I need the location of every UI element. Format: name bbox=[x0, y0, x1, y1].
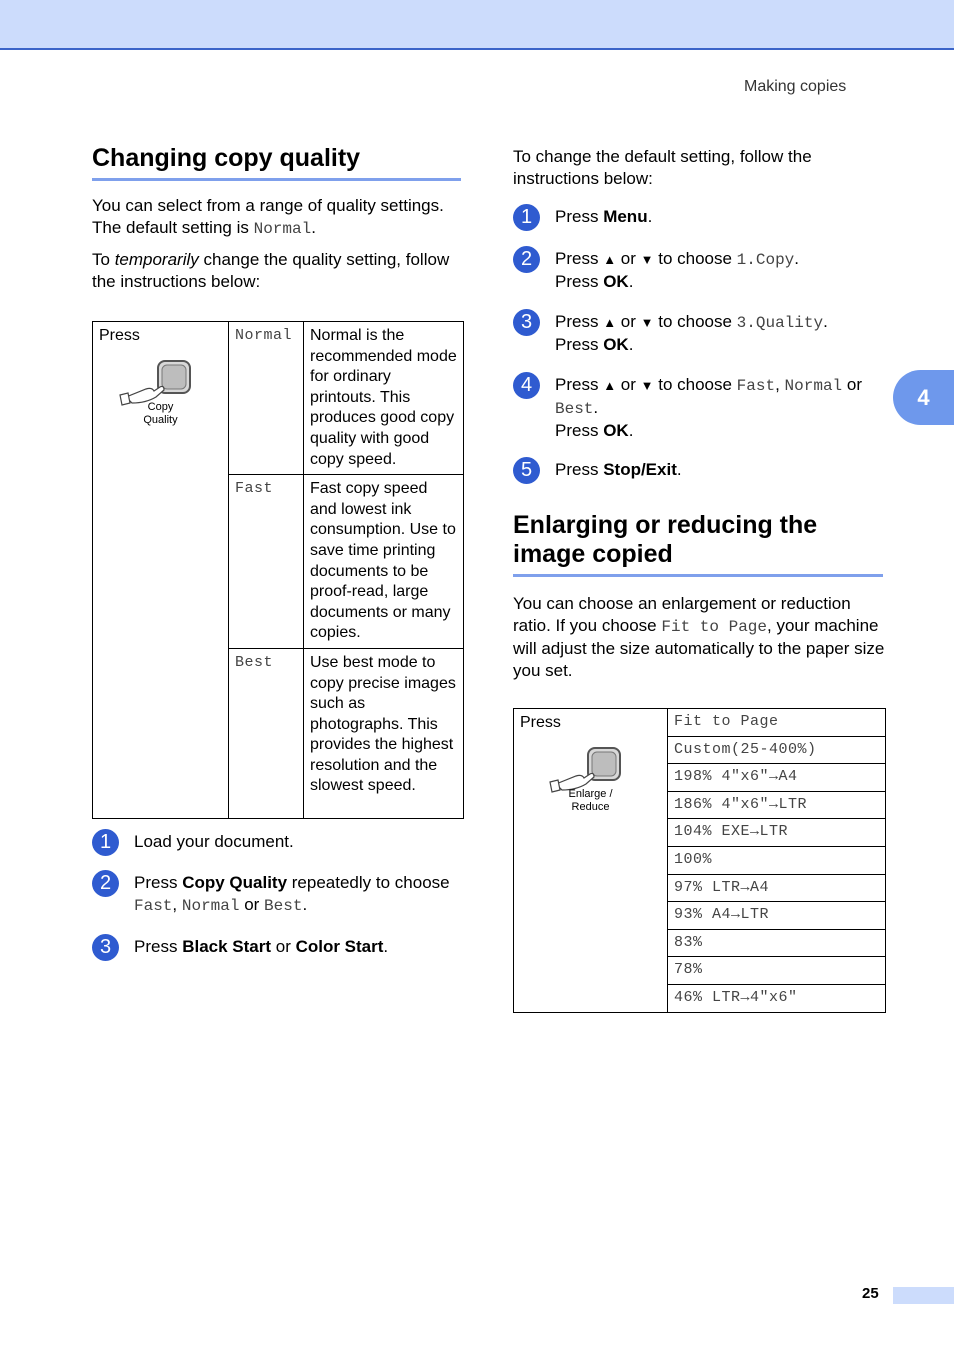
step-item bbox=[513, 246, 888, 293]
button-label: Copy bbox=[147, 400, 174, 413]
step-item bbox=[92, 870, 452, 917]
button-label: Reduce bbox=[571, 800, 610, 813]
enlarge-intro: You can choose an enlargement or reduction ratio. If you choose Fit to Page, your machine will adjust the size automatically to the paper size you set. bbox=[513, 594, 885, 680]
step-number: 5 bbox=[513, 457, 540, 484]
intro-paragraph-2: To temporarily change the quality setting, follow the instructions below: bbox=[92, 250, 450, 291]
chapter-tab: 4 bbox=[893, 370, 954, 425]
up-arrow-icon: ▲ bbox=[603, 378, 617, 393]
description-cell: Use best mode to copy precise images such as photographs. This provides the highest resolution and the slowest speed. bbox=[304, 648, 464, 818]
step-item bbox=[513, 309, 888, 356]
step-text: Press Copy Quality repeatedly to choose Fast, Normal or Best. bbox=[134, 873, 450, 915]
page-number: 25 bbox=[862, 1285, 879, 1302]
step-text: Load your document. bbox=[134, 832, 294, 851]
ratio-option: 97% LTR→A4 bbox=[668, 874, 886, 902]
enlarge-reduce-button[interactable] bbox=[546, 744, 636, 824]
intro-paragraph: You can select from a range of quality settings. The default setting is Normal. bbox=[92, 196, 444, 238]
step-text: Press ▲ or ▼ to choose Fast, Normal or Best. Press OK. bbox=[555, 375, 862, 440]
step-number: 2 bbox=[92, 870, 119, 897]
step-text: Press Stop/Exit. bbox=[555, 460, 682, 479]
step-item bbox=[513, 372, 888, 442]
setting-cell: Best bbox=[229, 648, 304, 818]
quality-table bbox=[92, 321, 464, 819]
ratio-option: 186% 4"x6"→LTR bbox=[668, 791, 886, 819]
ratio-option: 100% bbox=[668, 846, 886, 874]
down-arrow-icon: ▼ bbox=[640, 252, 654, 267]
step-item bbox=[513, 204, 888, 231]
top-banner bbox=[0, 0, 954, 50]
ratio-option: Fit to Page bbox=[668, 709, 886, 737]
title-rule bbox=[513, 574, 883, 577]
ratio-option: Custom(25-400%) bbox=[668, 736, 886, 764]
step-text: Press ▲ or ▼ to choose 1.Copy. Press OK. bbox=[555, 249, 800, 291]
step-number: 4 bbox=[513, 372, 540, 399]
press-label: Press bbox=[520, 714, 561, 731]
down-arrow-icon: ▼ bbox=[640, 315, 654, 330]
step-number: 3 bbox=[92, 934, 119, 961]
step-text: Press Black Start or Color Start. bbox=[134, 937, 389, 956]
button-label: Quality bbox=[143, 413, 178, 426]
step-text: Press ▲ or ▼ to choose 3.Quality. Press OK. bbox=[555, 312, 828, 354]
ratio-option: 198% 4"x6"→A4 bbox=[668, 764, 886, 792]
step-number: 3 bbox=[513, 309, 540, 336]
section-title-copy-quality: Changing copy quality bbox=[92, 144, 361, 172]
step-item bbox=[92, 829, 452, 856]
page-number-bar bbox=[893, 1287, 954, 1304]
press-cell bbox=[93, 322, 229, 819]
press-cell bbox=[514, 709, 668, 1013]
step-number: 1 bbox=[513, 204, 540, 231]
title-rule bbox=[92, 178, 461, 181]
step-number: 2 bbox=[513, 246, 540, 273]
ratio-option: 104% EXE→LTR bbox=[668, 819, 886, 847]
ratio-option: 78% bbox=[668, 957, 886, 985]
enlarge-table bbox=[513, 708, 886, 1013]
ratio-option: 93% A4→LTR bbox=[668, 902, 886, 930]
down-arrow-icon: ▼ bbox=[640, 378, 654, 393]
step-text: Press Menu. bbox=[555, 207, 653, 226]
up-arrow-icon: ▲ bbox=[603, 315, 617, 330]
copy-quality-button[interactable] bbox=[116, 357, 206, 437]
step-item bbox=[92, 934, 452, 961]
description-cell: Fast copy speed and lowest ink consumption. Use to save time printing documents to be proof-read, large documents or many copies. bbox=[304, 475, 464, 649]
section-title-enlarge-reduce: Enlarging or reducing the image copied bbox=[513, 511, 818, 568]
button-label: Enlarge / bbox=[568, 787, 613, 800]
ratio-option: 46% LTR→4"x6" bbox=[668, 984, 886, 1012]
setting-cell: Normal bbox=[229, 322, 304, 475]
step-item bbox=[513, 457, 888, 484]
ratio-option: 83% bbox=[668, 929, 886, 957]
up-arrow-icon: ▲ bbox=[603, 252, 617, 267]
running-header: Making copies bbox=[744, 78, 847, 95]
press-label: Press bbox=[99, 327, 140, 344]
description-cell: Normal is the recommended mode for ordinary printouts. This produces good copy quality with good copy speed. bbox=[304, 322, 464, 475]
setting-cell: Fast bbox=[229, 475, 304, 649]
right-intro: To change the default setting, follow the instructions below: bbox=[513, 147, 812, 188]
step-number: 1 bbox=[92, 829, 119, 856]
